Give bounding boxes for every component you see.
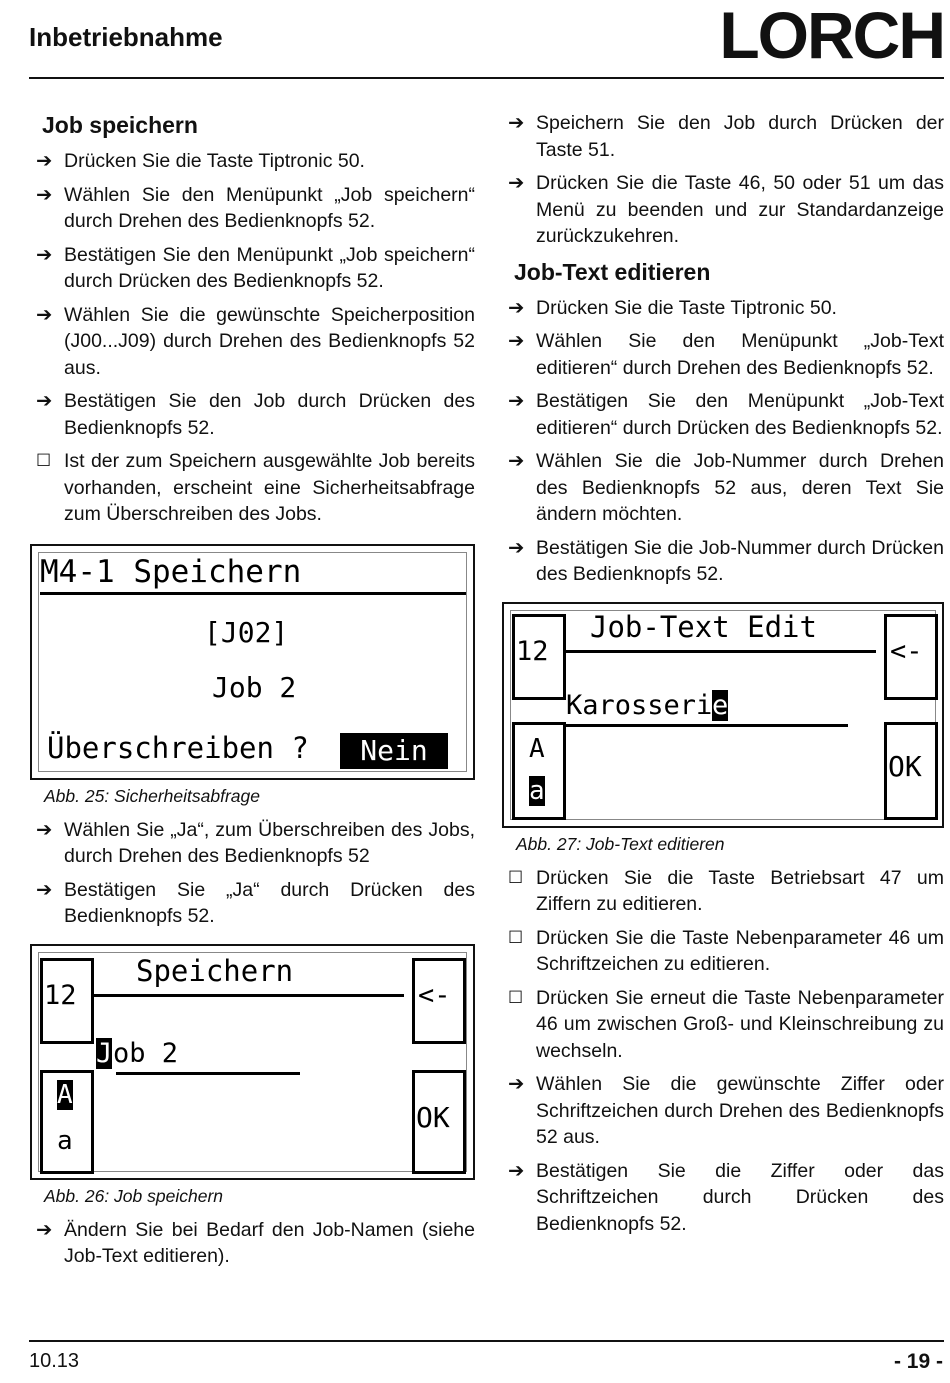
list-item-text: Bestätigen Sie den Job durch Drücken des Bedienknopfs 52. xyxy=(64,390,475,439)
lcd-divider xyxy=(92,994,404,997)
checkbox-icon: ☐ xyxy=(36,451,52,470)
left-column xyxy=(30,110,475,1277)
list-item-text: Wählen Sie die gewünschte Speicherposition (J00...J09) durch Drehen des Bedienknopfs 52 aus. xyxy=(64,303,475,379)
footer-date: 10.13 xyxy=(29,1350,80,1372)
list-item xyxy=(502,388,944,441)
list-item xyxy=(502,925,944,978)
list-item xyxy=(502,170,944,250)
list-item-text: Bestätigen Sie die Job-Nummer durch Drücken des Bedienknopfs 52. xyxy=(536,536,944,585)
heading-job-text-editieren: Job-Text editieren xyxy=(514,258,711,285)
arrow-icon: ➔ xyxy=(36,303,53,326)
arrow-icon: ➔ xyxy=(508,1073,525,1095)
list-item-text: Wählen Sie „Ja“, zum Überschreiben des Jobs, durch Drehen des Bedienknopfs 52 xyxy=(64,818,475,867)
checkbox-icon: ☐ xyxy=(508,927,524,947)
lcd-text-underline xyxy=(116,1072,300,1075)
list-item xyxy=(502,110,944,163)
arrow-icon: ➔ xyxy=(508,112,525,134)
list-item xyxy=(502,1158,944,1238)
lcd-back-label: <- xyxy=(890,635,923,667)
checkbox-icon: ☐ xyxy=(508,987,524,1007)
arrow-icon: ➔ xyxy=(36,1218,53,1241)
lcd-title: M4-1 Speichern xyxy=(40,553,302,590)
list-item xyxy=(30,148,475,175)
checkbox-icon: ☐ xyxy=(508,867,524,887)
header-rule xyxy=(29,77,944,79)
list-item-text: Wählen Sie die gewünschte Ziffer oder Schriftzeichen durch Drehen des Bedienknopfs 52 aus. xyxy=(536,1073,944,1148)
list-item-text: Ist der zum Speichern ausgewählte Job bereits vorhanden, erscheint eine Sicherheitsabfrage zum Überschreiben des Jobs. xyxy=(64,450,475,525)
list-item xyxy=(30,302,475,382)
list-item-text: Drücken Sie die Taste Betriebsart 47 um Ziffern zu editieren. xyxy=(536,866,944,915)
lcd-divider xyxy=(564,650,876,653)
arrow-icon: ➔ xyxy=(36,150,53,172)
instruction-list xyxy=(502,295,944,588)
footer-rule xyxy=(29,1340,944,1342)
arrow-icon: ➔ xyxy=(36,183,53,206)
lcd-cursor-char: J xyxy=(96,1037,113,1069)
section-title: Inbetriebnahme xyxy=(29,22,223,52)
list-item-text: Bestätigen Sie „Ja“ durch Drücken des Bedienknopfs 52. xyxy=(64,878,475,927)
figure-27-display xyxy=(502,602,944,828)
lcd-case-upper: A xyxy=(529,733,545,764)
page-number: - 19 - xyxy=(893,1350,943,1373)
lcd-case-lower: a xyxy=(57,1125,73,1156)
list-item xyxy=(502,448,944,528)
list-item-text: Drücken Sie die Taste 46, 50 oder 51 um das Menü zu beenden und zur Standardanzeige zurückzukehren. xyxy=(536,172,944,247)
lcd-back-label: <- xyxy=(418,979,451,1011)
list-item-text: Drücken Sie die Taste Tiptronic 50. xyxy=(536,296,837,319)
list-item-text: Wählen Sie den Menüpunkt „Job speichern“ durch Drehen des Bedienknopfs 52. xyxy=(64,183,475,232)
list-item-text: Drücken Sie die Taste Nebenparameter 46 um Schriftzeichen zu editieren. xyxy=(536,926,944,975)
arrow-icon: ➔ xyxy=(508,390,525,412)
lcd-mode-label: 12 xyxy=(516,635,549,667)
figure-25-caption: Abb. 25: Sicherheitsabfrage xyxy=(44,785,260,806)
list-item xyxy=(30,817,475,870)
instruction-list xyxy=(502,865,944,1238)
brand-logo: LORCH xyxy=(719,0,944,72)
lcd-job-slot: [J02] xyxy=(204,615,289,649)
lcd-job-text: Karosseri xyxy=(566,689,713,721)
lcd-ok-label: OK xyxy=(888,749,922,783)
list-item-text: Speichern Sie den Job durch Drücken der Taste 51. xyxy=(536,112,944,161)
list-item xyxy=(502,1071,944,1151)
arrow-icon: ➔ xyxy=(508,296,525,319)
list-item-text: Bestätigen Sie den Menüpunkt „Job speichern“ durch Drücken des Bedienknopfs 52. xyxy=(64,243,475,292)
instruction-list xyxy=(30,148,475,528)
lcd-mode-label: 12 xyxy=(44,979,77,1011)
list-item-text: Wählen Sie die Job-Nummer durch Drehen des Bedienknopfs 52 aus, deren Text Sie ändern möchten. xyxy=(536,450,944,525)
list-item xyxy=(502,985,944,1065)
list-item xyxy=(502,295,944,322)
list-item-text: Bestätigen Sie die Ziffer oder das Schriftzeichen durch Drücken des Bedienknopfs 52. xyxy=(536,1159,944,1235)
list-item xyxy=(30,182,475,235)
figure-27-caption: Abb. 27: Job-Text editieren xyxy=(516,833,725,854)
list-item xyxy=(30,877,475,930)
lcd-case-upper: A xyxy=(57,1079,73,1110)
list-item xyxy=(30,242,475,295)
list-item xyxy=(30,388,475,441)
arrow-icon: ➔ xyxy=(508,536,525,559)
arrow-icon: ➔ xyxy=(36,818,53,841)
list-item-text: Bestätigen Sie den Menüpunkt „Job-Text editieren“ durch Drücken des Bedienknopfs 52. xyxy=(536,390,944,439)
list-item-text: Drücken Sie erneut die Taste Nebenparameter 46 um zwischen Groß- und Kleinschreibung zu wechseln. xyxy=(536,986,944,1062)
list-item xyxy=(30,448,475,528)
lcd-overwrite-question: Überschreiben ? xyxy=(47,730,309,765)
arrow-icon: ➔ xyxy=(508,172,525,194)
lcd-cursor-char: e xyxy=(712,689,729,721)
list-item xyxy=(502,865,944,918)
arrow-icon: ➔ xyxy=(508,450,525,472)
arrow-icon: ➔ xyxy=(36,878,53,901)
lcd-title: Speichern xyxy=(136,953,294,988)
arrow-icon: ➔ xyxy=(36,390,53,412)
lcd-text-underline xyxy=(566,724,848,727)
lcd-answer-no: Nein xyxy=(340,733,448,769)
list-item-text: Drücken Sie die Taste Tiptronic 50. xyxy=(64,150,365,172)
list-item-text: Ändern Sie bei Bedarf den Job-Namen (siehe Job-Text editieren). xyxy=(64,1218,475,1267)
figure-26-display xyxy=(30,944,475,1180)
list-item-text: Wählen Sie den Menüpunkt „Job-Text editieren“ durch Drehen des Bedienknopfs 52. xyxy=(536,330,944,379)
arrow-icon: ➔ xyxy=(36,243,53,266)
arrow-icon: ➔ xyxy=(508,1159,525,1182)
lcd-divider xyxy=(40,592,466,595)
lcd-case-lower: a xyxy=(529,775,545,806)
lcd-title: Job-Text Edit xyxy=(590,609,817,644)
arrow-icon: ➔ xyxy=(508,330,525,352)
list-item xyxy=(502,535,944,588)
lcd-job-text: ob 2 xyxy=(113,1037,179,1069)
right-column xyxy=(502,110,944,1244)
lcd-ok-label: OK xyxy=(416,1100,450,1134)
instruction-list xyxy=(502,110,944,250)
lcd-job-name: Job 2 xyxy=(212,670,297,704)
figure-25-display xyxy=(30,544,475,780)
figure-26-caption: Abb. 26: Job speichern xyxy=(44,1185,224,1206)
heading-job-speichern: Job speichern xyxy=(42,112,198,138)
instruction-list xyxy=(30,1217,475,1270)
instruction-list xyxy=(30,817,475,930)
list-item xyxy=(502,328,944,381)
list-item xyxy=(30,1217,475,1270)
